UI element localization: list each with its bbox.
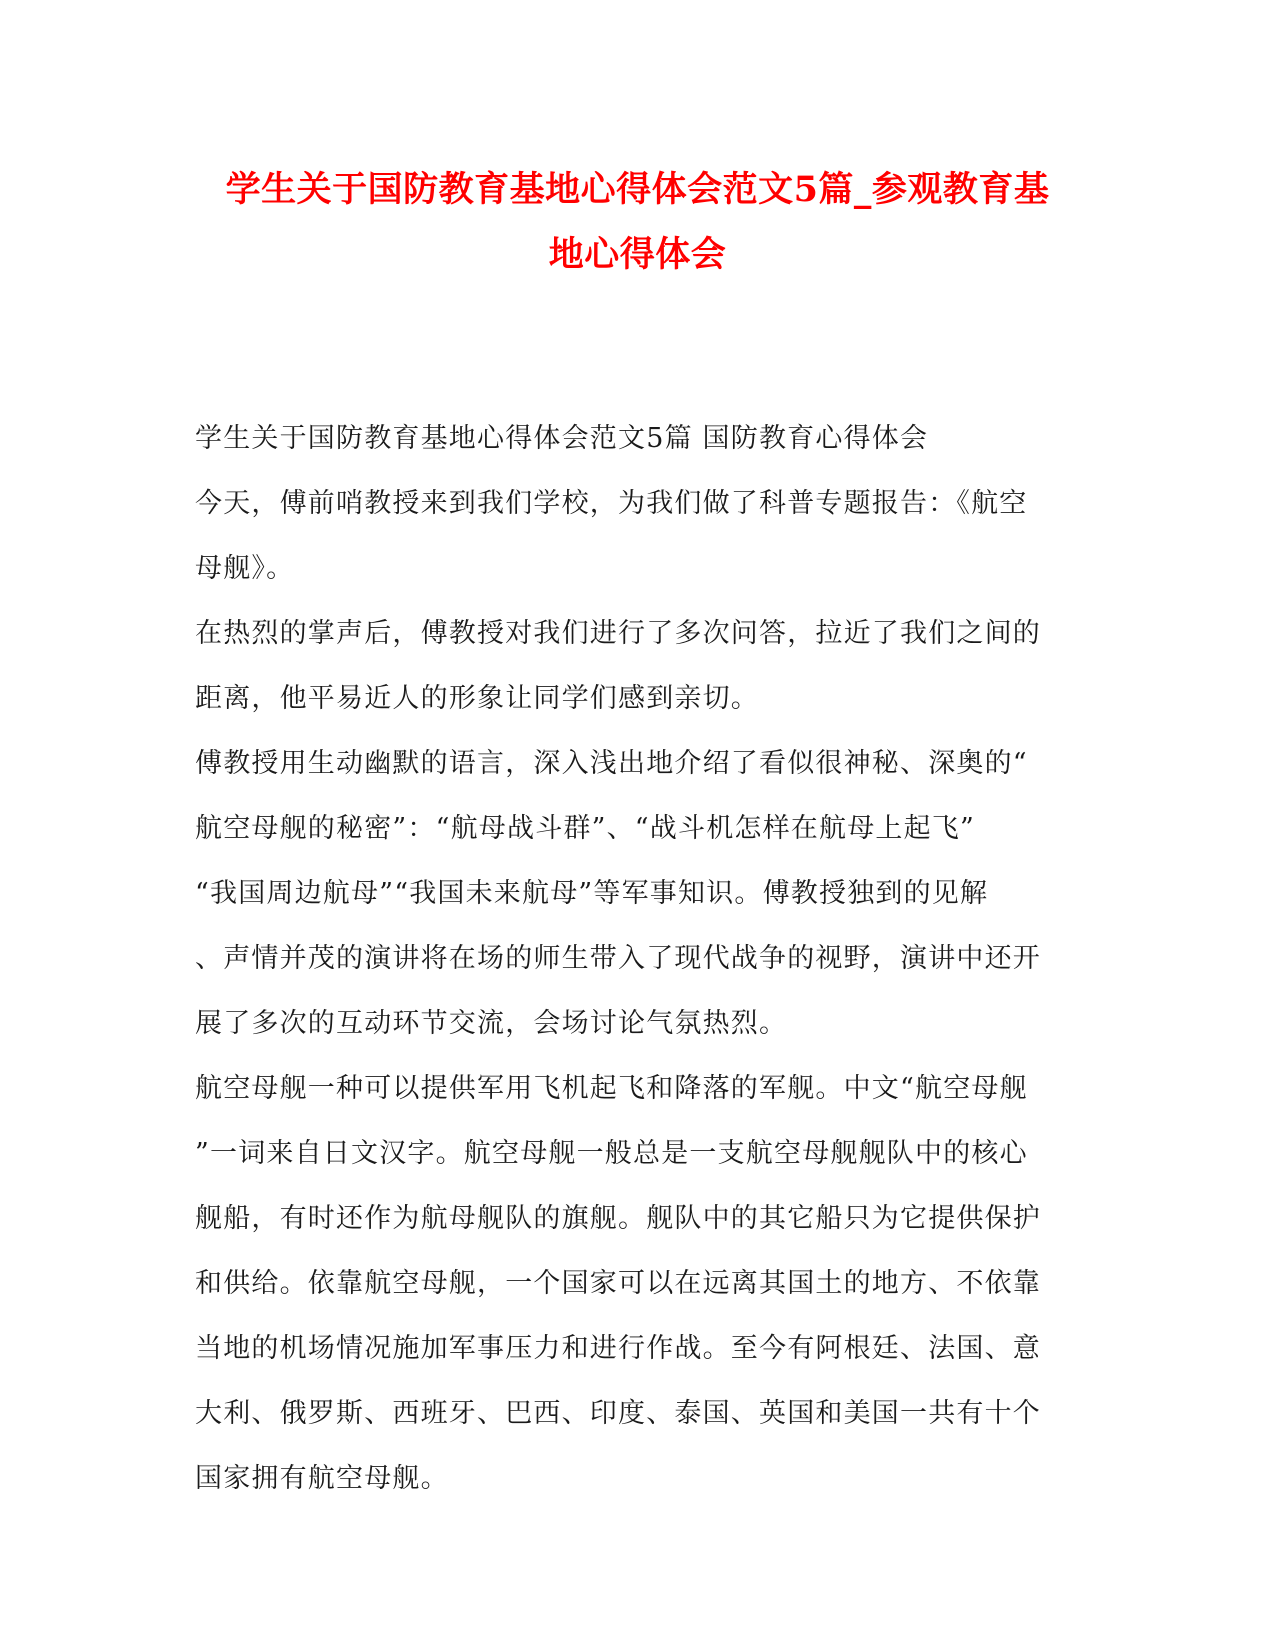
text-line: 大利、俄罗斯、西班牙、巴西、印度、泰国、英国和美国一共有十个 (195, 1398, 1041, 1429)
subtitle-paragraph (195, 406, 1070, 471)
text-line: “我国周边航母”“我国未来航母”等军事知识。傅教授独到的见解 (195, 878, 989, 909)
text-line: 当地的机场情况施加军事压力和进行作战。至今有阿根廷、法国、意 (195, 1333, 1041, 1364)
document-body (195, 406, 1070, 1511)
paragraph (195, 601, 1070, 731)
title-line: 学生关于国防教育基地心得体会范文5篇_参观教育基 (225, 169, 1050, 210)
text-line: 今天，傅前哨教授来到我们学校，为我们做了科普专题报告：《航空 (195, 488, 1028, 519)
text-line: 母舰》。 (195, 553, 295, 584)
text-line: 傅教授用生动幽默的语言，深入浅出地介绍了看似很神秘、深奥的“ (195, 748, 1028, 779)
text-line: 航空母舰的秘密”：“航母战斗群”、“战斗机怎样在航母上起飞” (195, 813, 976, 844)
title-line: 地心得体会 (548, 234, 727, 275)
text-line: 在热烈的掌声后，傅教授对我们进行了多次问答，拉近了我们之间的 (195, 618, 1041, 649)
text-line: 舰船，有时还作为航母舰队的旗舰。舰队中的其它船只为它提供保护 (195, 1203, 1041, 1234)
text-line: 国家拥有航空母舰。 (195, 1463, 449, 1494)
text-line: 展了多次的互动环节交流，会场讨论气氛热烈。 (195, 1008, 788, 1039)
text-line: 距离，他平易近人的形象让同学们感到亲切。 (195, 683, 759, 714)
text-line: ”一词来自日文汉字。航空母舰一般总是一支航空母舰舰队中的核心 (195, 1138, 1028, 1169)
document-title (190, 158, 1085, 288)
text-line: 航空母舰一种可以提供军用飞机起飞和降落的军舰。中文“航空母舰 (195, 1073, 1028, 1104)
text-line: 和供给。依靠航空母舰，一个国家可以在远离其国土的地方、不依靠 (195, 1268, 1041, 1299)
paragraph (195, 471, 1070, 601)
text-line: 、声情并茂的演讲将在场的师生带入了现代战争的视野，演讲中还开 (195, 943, 1041, 974)
subtitle-line: 学生关于国防教育基地心得体会范文5篇 国防教育心得体会 (195, 423, 929, 454)
paragraph (195, 1056, 1070, 1511)
paragraph (195, 731, 1070, 1056)
